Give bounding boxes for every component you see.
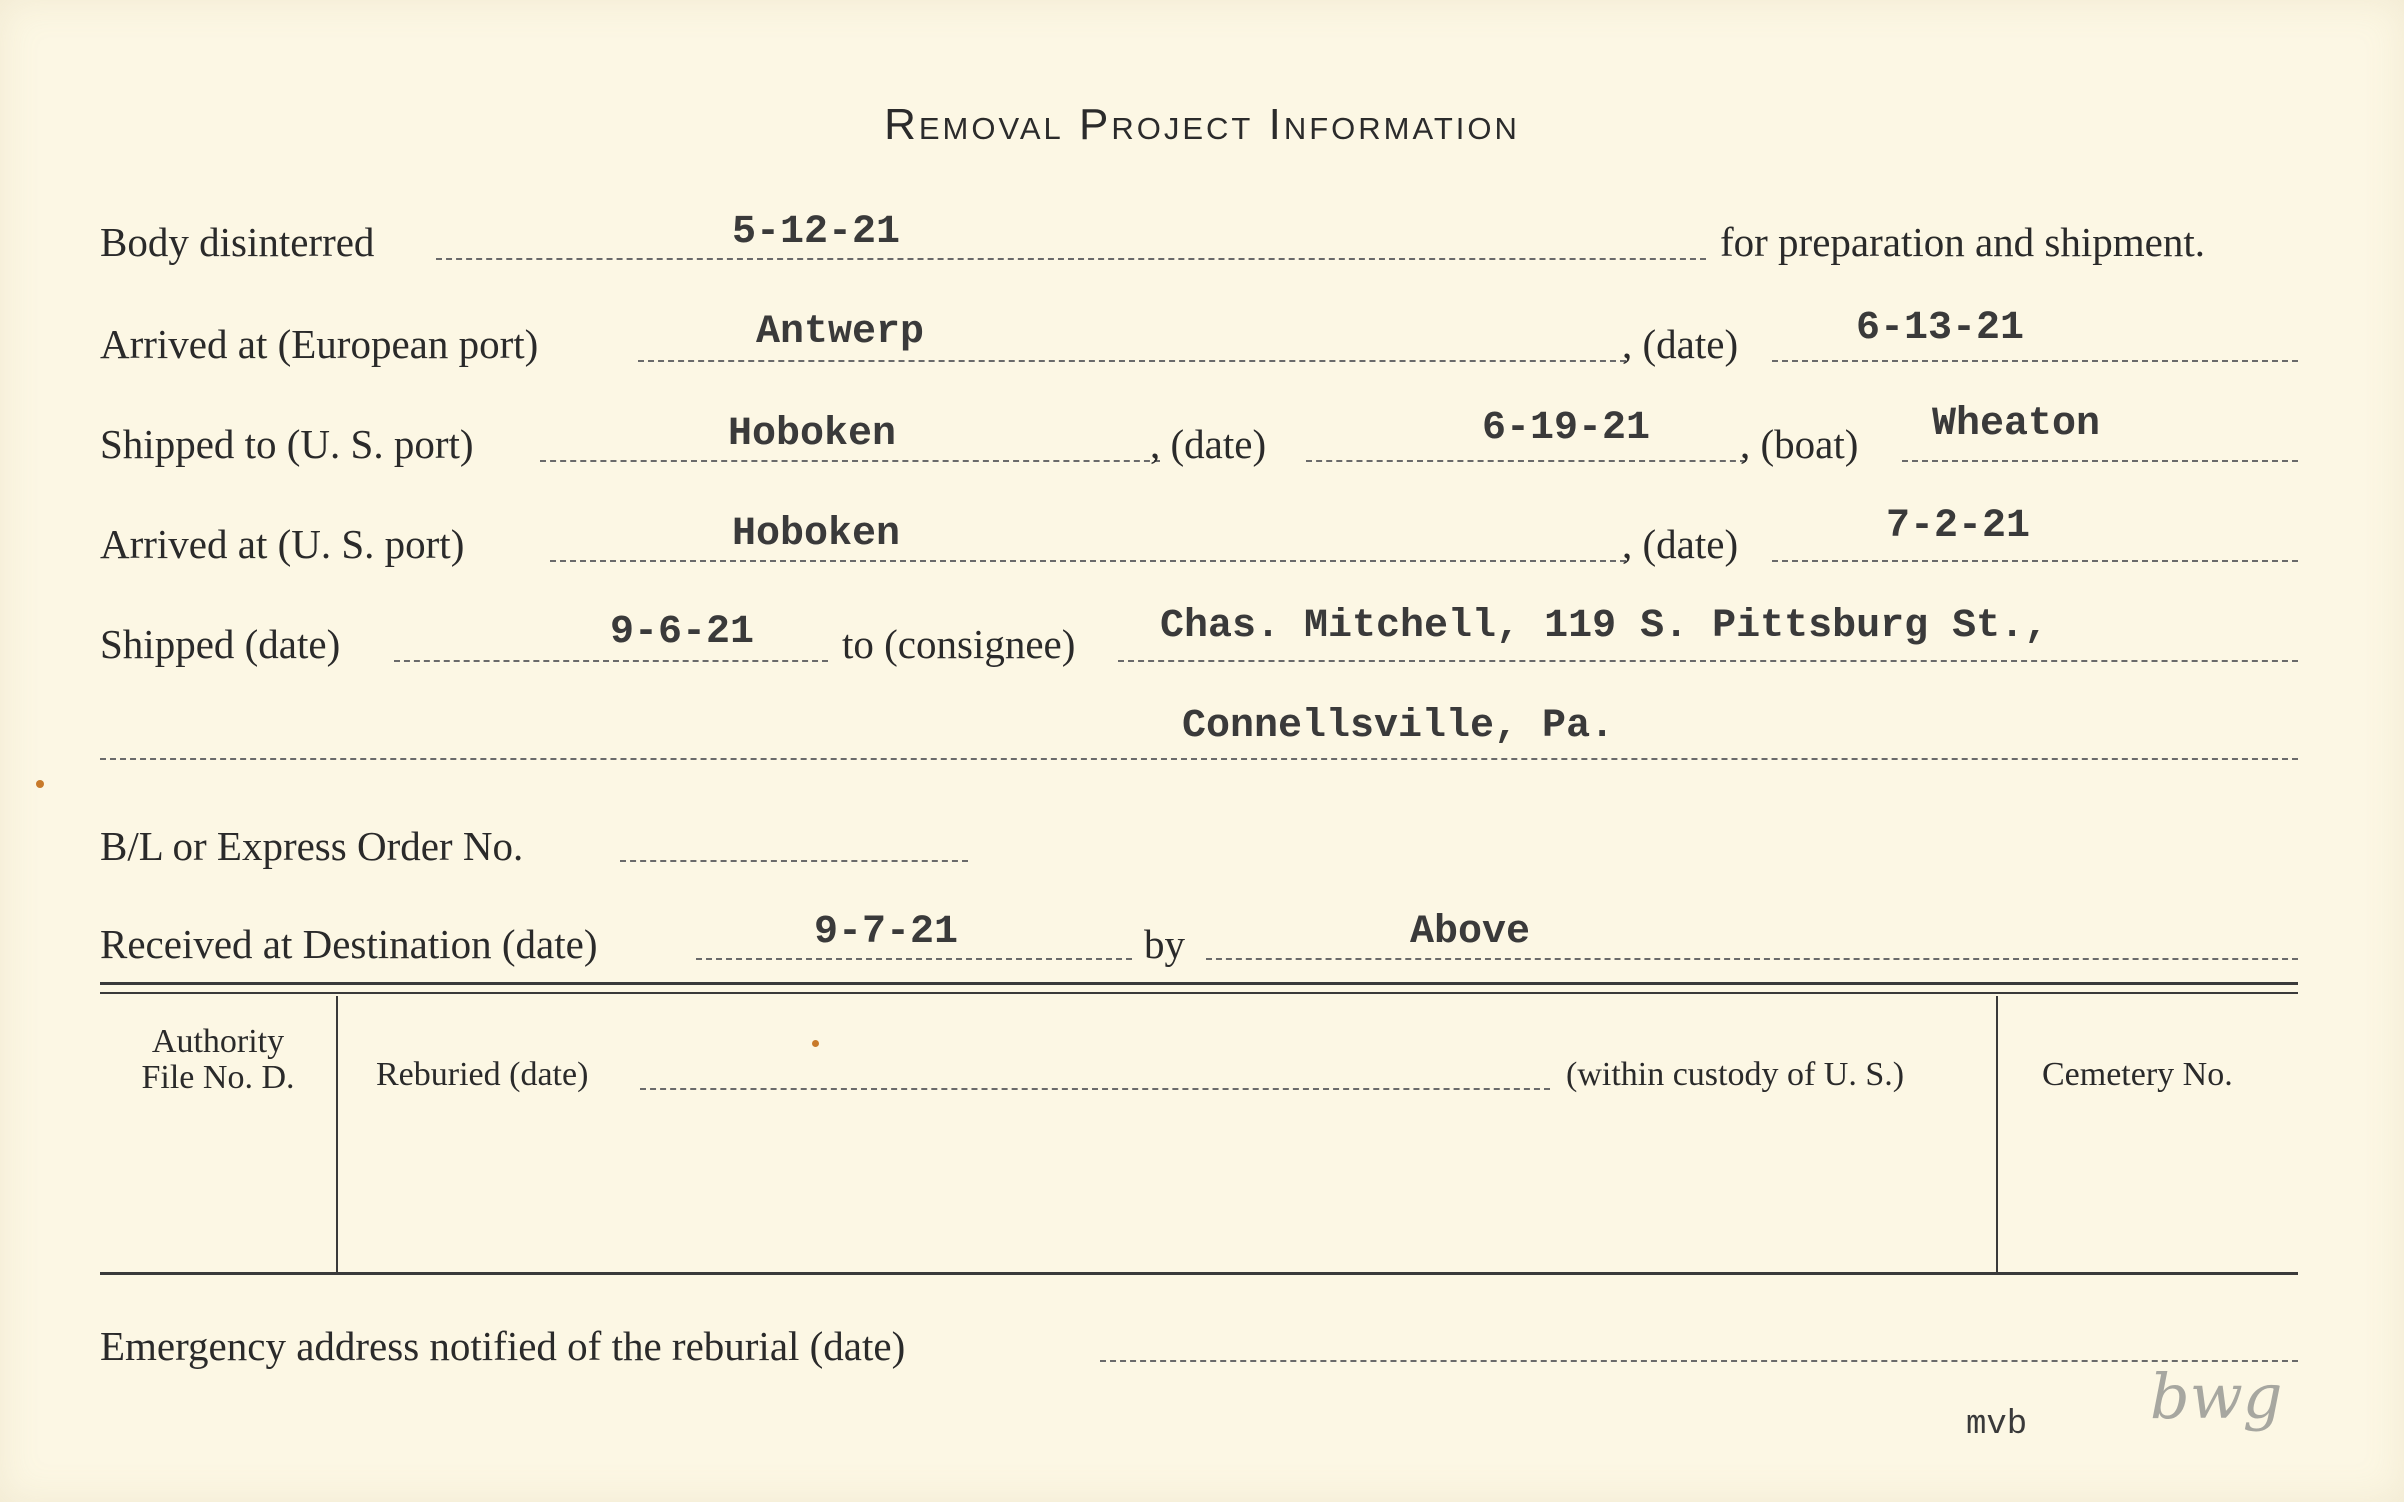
shipped-date: 9-6-21	[610, 610, 755, 655]
bl-order-label: B/L or Express Order No.	[100, 823, 524, 869]
arrived-us-port-line	[550, 560, 1626, 562]
received-label: Received at Destination (date)	[100, 921, 598, 967]
emergency-line	[1100, 1360, 2298, 1362]
received-date: 9-7-21	[814, 910, 959, 955]
shipped-date-line	[394, 660, 828, 662]
table-bottom-rule	[100, 1272, 2298, 1275]
table-divider-left	[336, 996, 338, 1272]
typist-initials: mvb	[1966, 1406, 2028, 1444]
arrived-european-port: Antwerp	[756, 310, 925, 355]
shipped-us-date: 6-19-21	[1482, 406, 1651, 451]
consignee-line	[1118, 660, 2298, 662]
table-divider-right	[1996, 996, 1998, 1272]
arrived-european-port-line	[638, 360, 1626, 362]
authority-line2: File No. D.	[141, 1059, 295, 1096]
reburied-label: Reburied (date)	[376, 1056, 589, 1093]
body-disinterred-suffix: for preparation and shipment.	[1720, 219, 2206, 265]
arrived-european-date-label: , (date)	[1622, 321, 1739, 367]
authority-file-label	[100, 1024, 336, 1096]
body-disinterred-line	[436, 258, 1706, 260]
shipped-us-label: Shipped to (U. S. port)	[100, 421, 474, 467]
consignee-line2: Connellsville, Pa.	[1182, 704, 1615, 749]
card-title: Removal Project Information	[884, 100, 1520, 149]
received-by-line	[1206, 958, 2298, 960]
shipped-date-label: Shipped (date)	[100, 621, 341, 667]
body-disinterred-date: 5-12-21	[732, 210, 901, 255]
emergency-label: Emergency address notified of the reburial (date)	[100, 1323, 906, 1369]
shipped-us-boat: Wheaton	[1932, 402, 2101, 447]
consignee-line-2	[100, 758, 2298, 760]
arrived-european-date-line	[1772, 360, 2298, 362]
table-top-rule-2	[100, 992, 2298, 994]
shipped-us-date-line	[1306, 460, 1746, 462]
arrived-us-date-line	[1772, 560, 2298, 562]
handwritten-initials: bwg	[2150, 1360, 2283, 1433]
consignee-label: to (consignee)	[842, 621, 1076, 667]
bl-order-line	[620, 860, 968, 862]
shipped-us-port: Hoboken	[728, 412, 897, 457]
shipped-us-boat-label: , (boat)	[1740, 421, 1859, 467]
shipped-us-boat-line	[1902, 460, 2298, 462]
table-top-rule	[100, 982, 2298, 985]
shipped-us-date-label: , (date)	[1150, 421, 1267, 467]
arrived-european-label: Arrived at (European port)	[100, 321, 539, 367]
shipped-us-port-line	[540, 460, 1160, 462]
custody-label: (within custody of U. S.)	[1566, 1056, 1905, 1093]
authority-line1: Authority	[151, 1023, 285, 1060]
consignee-line1: Chas. Mitchell, 119 S. Pittsburg St.,	[1160, 604, 2049, 649]
arrived-us-label: Arrived at (U. S. port)	[100, 521, 465, 567]
ink-spot-2	[812, 1040, 819, 1047]
arrived-european-date: 6-13-21	[1856, 306, 2025, 351]
arrived-us-date: 7-2-21	[1886, 504, 2031, 549]
received-date-line	[696, 958, 1132, 960]
arrived-us-port: Hoboken	[732, 512, 901, 557]
ink-spot	[36, 780, 44, 788]
arrived-us-date-label: , (date)	[1622, 521, 1739, 567]
received-by-label: by	[1144, 921, 1185, 967]
cemetery-label: Cemetery No.	[2042, 1056, 2233, 1093]
received-by: Above	[1410, 910, 1531, 955]
body-disinterred-label: Body disinterred	[100, 219, 375, 265]
reburied-line	[640, 1088, 1550, 1090]
